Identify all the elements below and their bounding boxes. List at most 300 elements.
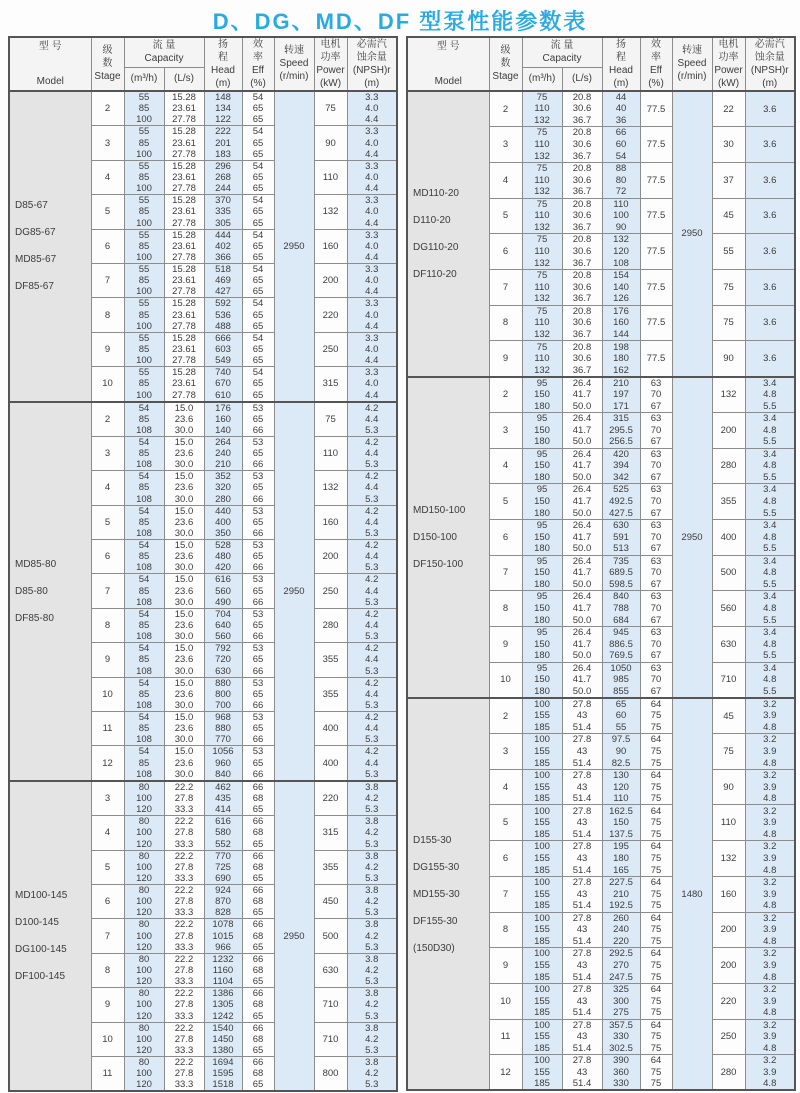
head-cell: 36 [602,115,640,127]
head-cell: 360 [602,1067,640,1079]
stage-cell: 3 [489,734,522,770]
header-power-line: (kW) [717,77,740,89]
eff-cell: 75 [640,971,672,983]
stage-cell: 11 [91,1056,124,1091]
capacity-m3h-cell: 180 [522,508,562,520]
capacity-ls-cell: 15.0 [164,643,204,655]
power-cell: 37 [712,162,745,198]
capacity-ls-cell: 30.0 [164,597,204,609]
npsh-cell: 3.2 [745,769,795,781]
npsh-cell: 4.0 [347,344,397,355]
npsh-cell: 3.9 [745,924,795,936]
capacity-ls-cell: 26.4 [562,412,602,424]
capacity-m3h-cell: 85 [124,585,164,596]
stage-cell: 5 [489,198,522,234]
stage-cell: 8 [489,305,522,341]
capacity-ls-cell: 33.3 [164,804,204,816]
head-cell: 427.5 [602,508,640,520]
npsh-cell: 3.4 [745,555,795,567]
npsh-cell: 3.6 [745,127,795,163]
eff-cell: 65 [242,757,274,768]
stage-cell: 3 [489,412,522,448]
head-cell: 769.5 [602,650,640,662]
header-speed-line: 转速 [682,45,702,56]
capacity-m3h-cell: 100 [124,1068,164,1079]
stage-cell: 12 [91,746,124,781]
capacity-ls-cell: 15.28 [164,298,204,310]
capacity-m3h-cell: 100 [124,930,164,941]
header-unit-m3h: (m³/h) [522,67,562,91]
power-cell: 90 [712,341,745,377]
header-unit-ls: (L/s) [562,67,602,91]
header-speed [274,37,314,91]
capacity-m3h-cell: 110 [522,317,562,329]
capacity-ls-cell: 27.8 [562,912,602,924]
npsh-cell: 4.4 [347,517,397,528]
eff-cell: 65 [242,620,274,631]
head-cell: 325 [602,983,640,995]
npsh-cell: 5.5 [745,400,795,412]
eff-cell: 64 [640,805,672,817]
header-row-main [407,37,795,67]
npsh-cell: 4.2 [347,827,397,838]
capacity-m3h-cell: 100 [522,841,562,853]
capacity-ls-cell: 23.61 [164,344,204,355]
header-head-line: 程 [616,51,626,63]
eff-cell: 65 [242,723,274,734]
head-cell: 840 [602,591,640,603]
eff-cell: 64 [640,983,672,995]
capacity-ls-cell: 23.61 [164,309,204,320]
stage-cell: 3 [91,126,124,160]
capacity-ls-cell: 23.61 [164,275,204,286]
stage-cell: 4 [489,162,522,198]
head-cell: 350 [204,528,242,540]
eff-cell: 65 [242,172,274,183]
stage-cell: 11 [91,712,124,746]
npsh-cell: 4.2 [347,1034,397,1045]
head-cell: 140 [602,281,640,293]
stage-cell: 7 [91,574,124,608]
head-cell: 280 [204,494,242,506]
eff-cell: 53 [242,608,274,620]
capacity-m3h-cell: 85 [124,517,164,528]
npsh-cell: 5.3 [347,597,397,609]
tables-container [0,36,800,1092]
head-cell: 462 [204,781,242,793]
capacity-m3h-cell: 100 [124,149,164,161]
eff-cell: 65 [242,517,274,528]
head-cell: 390 [602,1055,640,1067]
capacity-ls-cell: 20.8 [562,305,602,317]
capacity-m3h-cell: 180 [522,436,562,448]
head-cell: 394 [602,460,640,472]
npsh-cell: 5.5 [745,543,795,555]
header-capacity [522,37,602,67]
model-cell [9,781,91,1092]
eff-cell: 63 [640,484,672,496]
capacity-ls-cell: 27.8 [562,734,602,746]
capacity-m3h-cell: 120 [124,839,164,851]
npsh-cell: 5.3 [347,494,397,506]
header-eff [242,37,274,91]
head-cell: 150 [602,817,640,829]
header-stage-line: 级 [102,45,113,56]
capacity-m3h-cell: 75 [522,91,562,103]
power-cell: 90 [712,769,745,805]
header-power-line: Power [316,64,345,76]
eff-cell: 65 [242,689,274,700]
eff-cell: 70 [640,603,672,615]
head-cell: 264 [204,436,242,448]
capacity-ls-cell: 30.6 [562,246,602,258]
model-name: MD85-67 [15,254,57,266]
stage-cell: 10 [91,1022,124,1056]
npsh-cell: 4.4 [347,448,397,459]
capacity-ls-cell: 22.2 [164,816,204,828]
capacity-ls-cell: 43 [562,853,602,865]
header-npsh-line: (m) [364,77,380,89]
eff-cell: 63 [640,555,672,567]
eff-cell: 75 [640,1007,672,1019]
capacity-ls-cell: 27.8 [164,930,204,941]
npsh-cell: 3.8 [347,1056,397,1068]
capacity-m3h-cell: 108 [124,700,164,712]
npsh-cell: 3.3 [347,126,397,138]
stage-cell: 7 [91,263,124,297]
capacity-ls-cell: 23.61 [164,378,204,389]
head-cell: 171 [602,400,640,412]
head-cell: 227.5 [602,876,640,888]
eff-cell: 70 [640,424,672,436]
capacity-ls-cell: 30.0 [164,631,204,643]
head-cell: 1518 [204,1079,242,1091]
capacity-ls-cell: 23.61 [164,103,204,114]
capacity-ls-cell: 27.78 [164,355,204,367]
head-cell: 315 [602,412,640,424]
capacity-ls-cell: 27.8 [164,827,204,838]
capacity-m3h-cell: 180 [522,400,562,412]
header-power-line: 电机 [718,38,739,50]
stage-cell: 9 [489,948,522,984]
head-cell: 666 [204,332,242,344]
capacity-ls-cell: 23.61 [164,172,204,183]
npsh-cell: 4.8 [745,793,795,805]
capacity-ls-cell: 30.0 [164,734,204,746]
capacity-ls-cell: 36.7 [562,365,602,377]
eff-cell: 75 [640,960,672,972]
eff-cell: 54 [242,332,274,344]
head-cell: 296 [204,160,242,172]
npsh-cell: 3.4 [745,591,795,603]
head-cell: 402 [204,241,242,252]
header-npsh-line: (m) [762,77,778,89]
npsh-cell: 5.3 [347,942,397,954]
head-cell: 55 [602,722,640,734]
npsh-cell: 4.2 [347,862,397,873]
capacity-ls-cell: 15.28 [164,229,204,241]
capacity-ls-cell: 43 [562,924,602,936]
capacity-m3h-cell: 85 [124,241,164,252]
power-cell: 280 [712,1055,745,1091]
eff-cell: 68 [242,862,274,873]
model-name-stack [10,200,91,292]
head-cell: 1450 [204,1034,242,1045]
speed-cell: 2950 [274,91,314,402]
eff-cell: 53 [242,540,274,552]
capacity-m3h-cell: 155 [522,853,562,865]
header-power [712,37,745,91]
power-cell: 110 [314,436,347,470]
head-cell: 210 [602,888,640,900]
eff-cell: 64 [640,1055,672,1067]
npsh-cell: 4.4 [347,218,397,230]
capacity-ls-cell: 30.6 [562,174,602,186]
eff-cell: 53 [242,712,274,724]
capacity-ls-cell: 33.3 [164,839,204,851]
capacity-m3h-cell: 100 [124,114,164,126]
capacity-ls-cell: 22.2 [164,1022,204,1034]
head-cell: 60 [602,710,640,722]
capacity-m3h-cell: 100 [124,286,164,298]
power-cell: 75 [712,734,745,770]
eff-cell: 65 [242,448,274,459]
header-eff-line: (%) [648,77,664,89]
capacity-m3h-cell: 110 [522,281,562,293]
head-cell: 222 [204,126,242,138]
capacity-ls-cell: 41.7 [562,424,602,436]
capacity-m3h-cell: 55 [124,367,164,379]
npsh-cell: 4.8 [745,496,795,508]
npsh-cell: 3.4 [745,377,795,389]
eff-cell: 67 [640,508,672,520]
stage-cell: 4 [91,160,124,194]
model-cell [407,698,489,1091]
npsh-cell: 3.9 [745,1031,795,1043]
capacity-m3h-cell: 85 [124,448,164,459]
header-power-line: Power [714,64,743,76]
eff-cell: 75 [640,853,672,865]
npsh-cell: 4.2 [347,712,397,724]
npsh-cell: 3.9 [745,781,795,793]
header-head-line: (m) [215,77,231,89]
head-cell: 670 [204,378,242,389]
eff-cell: 67 [640,615,672,627]
npsh-cell: 4.2 [347,436,397,448]
model-name: MD150-100 [413,504,466,516]
npsh-cell: 4.8 [745,971,795,983]
npsh-cell: 3.8 [347,884,397,896]
capacity-m3h-cell: 95 [522,519,562,531]
capacity-ls-cell: 33.3 [164,976,204,988]
capacity-m3h-cell: 85 [124,482,164,493]
eff-cell: 53 [242,402,274,414]
capacity-m3h-cell: 185 [522,793,562,805]
capacity-ls-cell: 23.6 [164,620,204,631]
head-cell: 270 [602,960,640,972]
capacity-m3h-cell: 95 [522,591,562,603]
capacity-ls-cell: 43 [562,710,602,722]
header-unit-ls: (L/s) [164,67,204,91]
capacity-m3h-cell: 100 [522,734,562,746]
capacity-ls-cell: 36.7 [562,151,602,163]
eff-cell: 63 [640,448,672,460]
capacity-ls-cell: 26.4 [562,662,602,674]
eff-cell: 66 [242,494,274,506]
power-cell: 315 [314,816,347,850]
npsh-cell: 3.2 [745,948,795,960]
capacity-ls-cell: 51.4 [562,1043,602,1055]
head-cell: 275 [602,1007,640,1019]
head-cell: 40 [602,103,640,115]
capacity-ls-cell: 26.4 [562,591,602,603]
capacity-m3h-cell: 155 [522,781,562,793]
npsh-cell: 4.8 [745,603,795,615]
eff-cell: 63 [640,591,672,603]
npsh-cell: 4.4 [347,252,397,264]
capacity-ls-cell: 27.8 [562,876,602,888]
eff-cell: 77.5 [640,234,672,270]
capacity-ls-cell: 15.28 [164,195,204,207]
capacity-ls-cell: 26.4 [562,448,602,460]
head-cell: 880 [204,723,242,734]
capacity-ls-cell: 27.8 [562,1055,602,1067]
capacity-m3h-cell: 108 [124,734,164,746]
stage-cell: 11 [489,1019,522,1055]
npsh-cell: 3.9 [745,710,795,722]
power-cell: 75 [314,91,347,126]
head-cell: 292.5 [602,948,640,960]
head-cell: 144 [602,329,640,341]
npsh-cell: 3.6 [745,234,795,270]
npsh-cell: 5.3 [347,562,397,574]
head-cell: 120 [602,781,640,793]
eff-cell: 75 [640,757,672,769]
stage-cell: 8 [91,298,124,332]
header-capacity-line: Capacity [144,52,184,64]
head-cell: 1232 [204,953,242,965]
capacity-m3h-cell: 80 [124,1022,164,1034]
capacity-ls-cell: 15.0 [164,471,204,483]
speed-cell: 2950 [672,91,712,377]
capacity-m3h-cell: 55 [124,229,164,241]
header-speed-line: 转速 [284,45,304,56]
speed-cell: 2950 [672,377,712,698]
eff-cell: 65 [242,309,274,320]
head-cell: 330 [602,1078,640,1090]
capacity-m3h-cell: 100 [124,896,164,907]
eff-cell: 65 [242,414,274,425]
capacity-ls-cell: 27.78 [164,321,204,333]
eff-cell: 66 [242,734,274,746]
capacity-ls-cell: 41.7 [562,389,602,401]
head-cell: 210 [602,377,640,389]
npsh-cell: 3.2 [745,805,795,817]
stage-cell: 6 [489,234,522,270]
head-cell: 488 [204,321,242,333]
npsh-cell: 4.8 [745,864,795,876]
capacity-ls-cell: 36.7 [562,258,602,270]
capacity-m3h-cell: 54 [124,540,164,552]
eff-cell: 65 [242,275,274,286]
header-speed-line: (r/min) [677,71,707,82]
header-head [204,37,242,91]
head-cell: 528 [204,540,242,552]
eff-cell: 66 [242,666,274,678]
capacity-m3h-cell: 80 [124,850,164,862]
head-cell: 60 [602,139,640,151]
head-cell: 420 [602,448,640,460]
capacity-ls-cell: 43 [562,781,602,793]
capacity-m3h-cell: 80 [124,1056,164,1068]
npsh-cell: 4.2 [347,643,397,655]
header-stage-line: Stage [492,71,519,82]
model-name: D85-80 [15,585,48,597]
npsh-cell: 5.5 [745,686,795,698]
npsh-cell: 5.3 [347,873,397,885]
npsh-cell: 4.0 [347,172,397,183]
capacity-m3h-cell: 185 [522,1007,562,1019]
npsh-cell: 3.4 [745,412,795,424]
npsh-cell: 4.2 [347,965,397,976]
power-cell: 250 [314,574,347,608]
capacity-m3h-cell: 120 [124,804,164,816]
power-cell: 710 [712,662,745,698]
capacity-ls-cell: 50.0 [562,579,602,591]
npsh-cell: 3.9 [745,960,795,972]
capacity-m3h-cell: 120 [124,907,164,919]
stage-cell: 8 [489,912,522,948]
model-name: DF150-100 [413,558,464,570]
eff-cell: 70 [640,460,672,472]
capacity-m3h-cell: 54 [124,574,164,586]
npsh-cell: 5.5 [745,508,795,520]
header-npsh-line: 蚀余量 [356,51,387,63]
capacity-m3h-cell: 100 [522,805,562,817]
npsh-cell: 4.8 [745,757,795,769]
eff-cell: 75 [640,995,672,1007]
head-cell: 427 [204,286,242,298]
head-cell: 305 [204,218,242,230]
stage-cell: 8 [91,953,124,987]
head-cell: 580 [204,827,242,838]
stage-cell: 6 [489,519,522,555]
capacity-m3h-cell: 75 [522,341,562,353]
head-cell: 684 [602,615,640,627]
head-cell: 160 [602,317,640,329]
head-cell: 560 [204,585,242,596]
capacity-m3h-cell: 100 [124,827,164,838]
head-cell: 183 [204,149,242,161]
head-cell: 616 [204,816,242,828]
eff-cell: 66 [242,1022,274,1034]
power-cell: 280 [314,608,347,642]
stage-cell: 6 [91,540,124,574]
head-cell: 630 [602,519,640,531]
npsh-cell: 4.2 [347,746,397,758]
head-cell: 342 [602,472,640,484]
capacity-ls-cell: 15.28 [164,160,204,172]
head-cell: 82.5 [602,757,640,769]
header-stage-lines [490,45,522,83]
eff-cell: 64 [640,841,672,853]
npsh-cell: 3.9 [745,853,795,865]
head-cell: 840 [204,769,242,781]
capacity-m3h-cell: 85 [124,309,164,320]
eff-cell: 67 [640,686,672,698]
capacity-ls-cell: 27.8 [562,769,602,781]
capacity-m3h-cell: 185 [522,900,562,912]
